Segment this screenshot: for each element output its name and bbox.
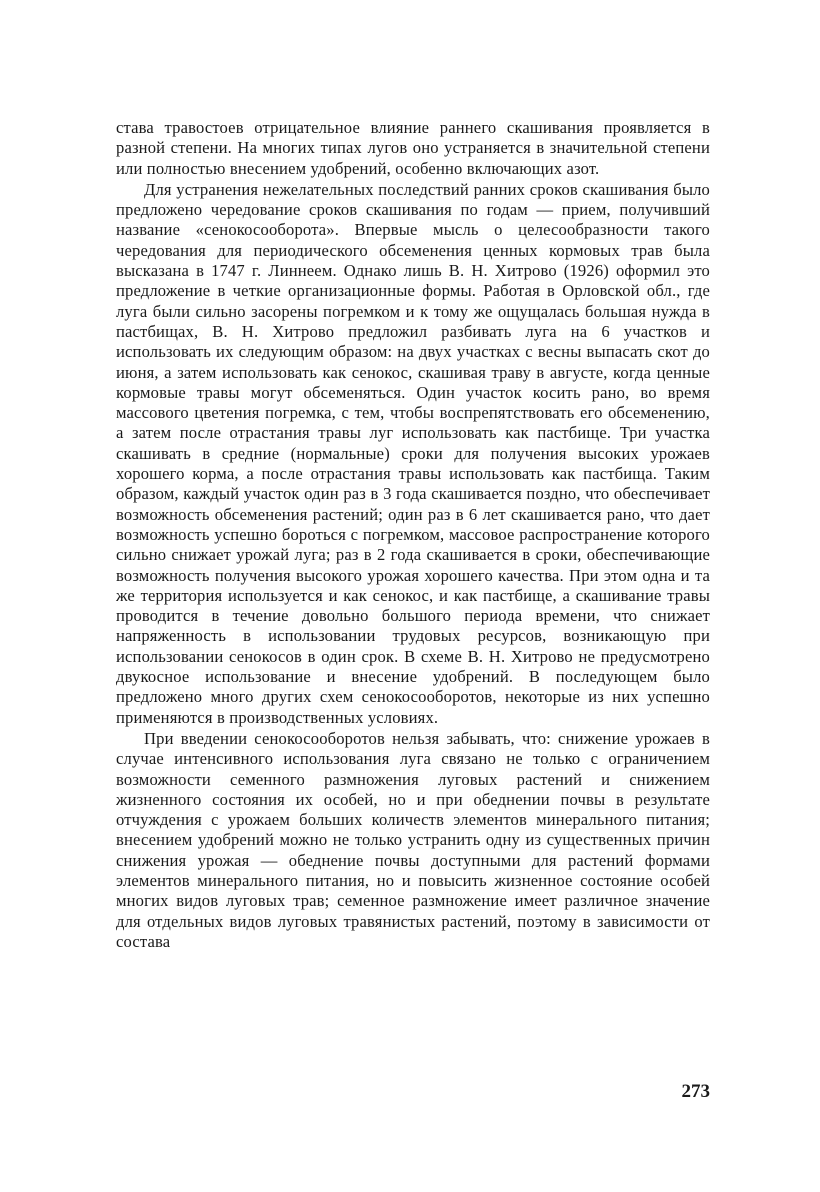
page-number: 273 bbox=[681, 1081, 710, 1102]
page-body bbox=[116, 118, 710, 952]
paragraph-3: При введении сенокосооборотов нельзя забывать, что: снижение урожаев в случае интенсивного использования луга связано не только с ограничением возможности семенного размножения луговых растений и снижением жизненного состояния их особей, но и при обеднении почвы в результате отчуждения с урожаем больших количеств элементов минерального питания; внесением удобрений можно не только устранить одну из существенных причин снижения урожая — обеднение почвы доступными для растений формами элементов минерального питания, но и повысить жизненное состояние особей многих видов луговых трав; семенное размножение имеет различное значение для отдельных видов луговых травянистых растений, поэтому в зависимости от состава bbox=[116, 728, 710, 951]
paragraph-2: Для устранения нежелательных последствий ранних сроков скашивания было предложено чередование сроков скашивания по годам — прием, получивший название «сенокосооборота». Впервые мысль о целесообразности такого чередования для периодического обсеменения ценных кормовых трав была высказана в 1747 г. Линнеем. Однако лишь В. Н. Хитрово (1926) оформил это предложение в четкие организационные формы. Работая в Орловской обл., где луга были сильно засорены погремком и к тому же ощущалась большая нужда в пастбищах, В. Н. Хитрово предложил разбивать луга на 6 участков и использовать их следующим образом: на двух участках с весны выпасать скот до июня, а затем использовать как сенокос, скашивая траву в августе, когда ценные кормовые травы могут обсеменяться. Один участок косить рано, во время массового цветения погремка, с тем, чтобы воспрепятствовать его обсеменению, а затем после отрастания травы луг использовать как пастбище. Три участка скашивать в средние (нормальные) сроки для получения высоких урожаев хорошего корма, а после отрастания травы использовать как пастбища. Таким образом, каждый участок один раз в 3 года скашивается поздно, что обеспечивает возможность обсеменения растений; один раз в 6 лет скашивается рано, что дает возможность успешно бороться с погремком, массовое распространение которого сильно снижает урожай луга; раз в 2 года скашивается в сроки, обеспечивающие возможность получения высокого урожая хорошего качества. При этом одна и та же территория используется и как сенокос, и как пастбище, а скашивание травы проводится в течение довольно большого периода времени, что снижает напряженность в использовании трудовых ресурсов, возникающую при использовании сенокосов в один срок. В схеме В. Н. Хитрово не предусмотрено двукосное использование и внесение удобрений. В последующем было предложено много других схем сенокосооборотов, некоторые из них успешно применяются в производственных условиях. bbox=[116, 179, 710, 727]
paragraph-1: става травостоев отрицательное влияние раннего скашивания проявляется в разной степени. На многих типах лугов оно устраняется в значительной степени или полностью внесением удобрений, особенно включающих азот. bbox=[116, 118, 710, 178]
